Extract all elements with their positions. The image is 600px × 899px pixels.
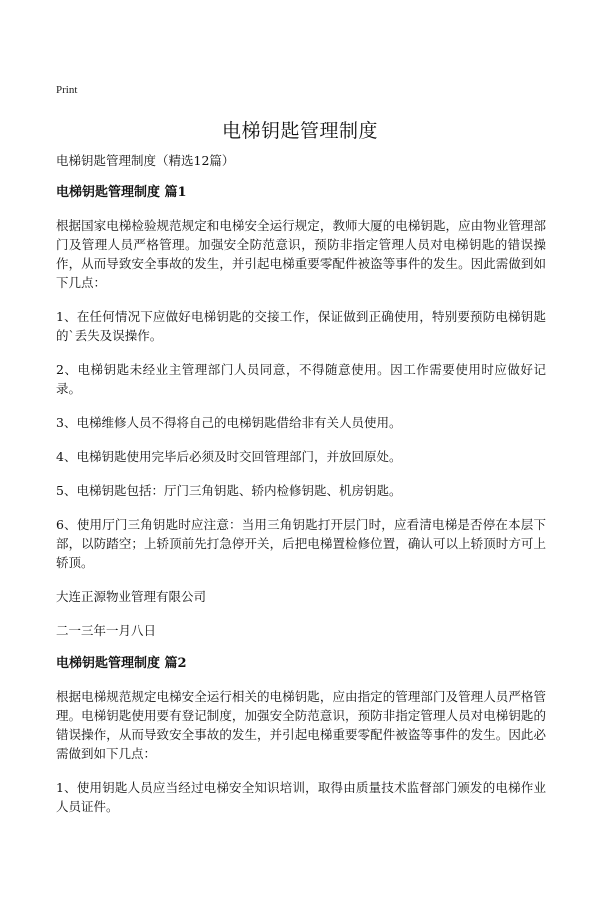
paragraph: 3、电梯维修人员不得将自己的电梯钥匙借给非有关人员使用。 xyxy=(56,415,402,430)
section-2 xyxy=(56,655,546,816)
paragraph: 1、在任何情况下应做好电梯钥匙的交接工作，保证做到正确使用，特别要预防电梯钥匙的`丢失及误操作。 xyxy=(56,309,546,343)
document-date: 二一三年一月八日 xyxy=(56,623,157,638)
paragraph: 2、电梯钥匙未经业主管理部门人员同意，不得随意使用。因工作需要使用时应做好记录。 xyxy=(56,362,546,396)
section-1 xyxy=(56,184,546,640)
page-title: 电梯钥匙管理制度 xyxy=(221,120,378,142)
section-heading: 电梯钥匙管理制度 篇1 xyxy=(56,185,187,200)
document-content xyxy=(56,152,546,831)
paragraph: 1、使用钥匙人员应当经过电梯安全知识培训，取得由质量技术监督部门颁发的电梯作业人员证件。 xyxy=(56,780,546,814)
paragraph: 根据国家电梯检验规范规定和电梯安全运行规定，教师大厦的电梯钥匙，应由物业管理部门及管理人员严格管理。加强安全防范意识，预防非指定管理人员对电梯钥匙的错误操作，从而导致安全事故的发生，并引起电梯重要零配件被盗等事件的发生。因此需做到如下几点： xyxy=(56,218,546,290)
paragraph: 5、电梯钥匙包括：厅门三角钥匙、轿内检修钥匙、机房钥匙。 xyxy=(56,483,402,498)
paragraph: 4、电梯钥匙使用完毕后必须及时交回管理部门，并放回原处。 xyxy=(56,449,402,464)
print-label: Print xyxy=(56,84,78,96)
section-heading: 电梯钥匙管理制度 篇2 xyxy=(56,656,187,671)
paragraph: 6、使用厅门三角钥匙时应注意：当用三角钥匙打开层门时，应看清电梯是否停在本层下部，以防踏空；上轿顶前先打急停开关，后把电梯置检修位置，确认可以上轿顶时方可上轿顶。 xyxy=(56,517,546,570)
document-subtitle: 电梯钥匙管理制度（精选12篇） xyxy=(56,153,235,168)
company-signature: 大连正源物业管理有限公司 xyxy=(56,589,207,604)
paragraph: 根据电梯规范规定电梯安全运行相关的电梯钥匙，应由指定的管理部门及管理人员严格管理。电梯钥匙使用要有登记制度，加强安全防范意识，预防非指定管理人员对电梯钥匙的错误操作，从而导致安全事故的发生，并引起电梯重要零配件被盗等事件的发生。因此必需做到如下几点： xyxy=(56,689,546,761)
